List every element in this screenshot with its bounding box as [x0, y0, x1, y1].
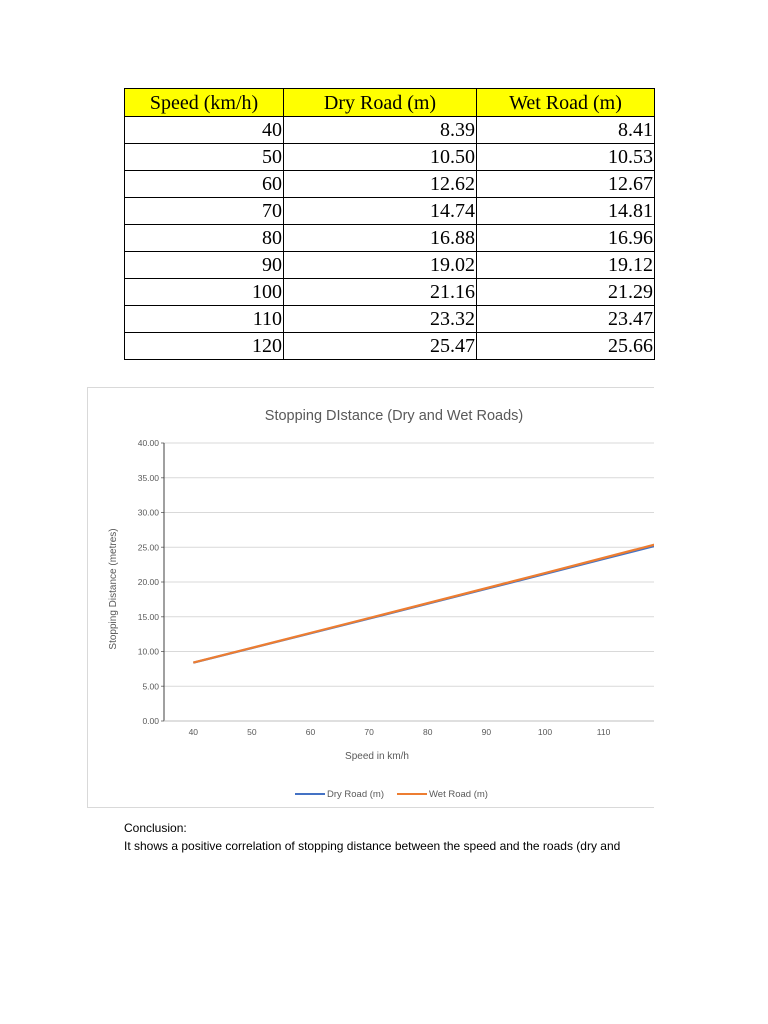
cell-wet: 14.81 — [477, 198, 655, 225]
cell-wet: 25.66 — [477, 333, 655, 360]
cell-wet: 19.12 — [477, 252, 655, 279]
table-row — [125, 279, 655, 306]
x-tick-label: 110 — [596, 727, 611, 737]
cell-speed: 60 — [125, 171, 284, 198]
y-axis-label: Stopping Distance (metres) — [108, 528, 119, 650]
cell-dry: 12.62 — [284, 171, 477, 198]
x-tick-label: 40 — [188, 727, 199, 737]
table-row — [125, 333, 655, 360]
cell-speed: 40 — [125, 117, 284, 144]
x-tick-label: 90 — [481, 727, 492, 737]
cell-speed: 90 — [125, 252, 284, 279]
legend-entry-dry-road: Dry Road (m) — [327, 789, 385, 800]
cell-dry: 19.02 — [284, 252, 477, 279]
cell-speed: 80 — [125, 225, 284, 252]
table-row — [125, 252, 655, 279]
stopping-distance-table — [124, 88, 655, 360]
legend-entry-wet-road: Wet Road (m) — [429, 789, 488, 800]
chart-border — [88, 388, 655, 808]
table-row — [125, 171, 655, 198]
x-tick-label: 50 — [247, 727, 257, 737]
cell-wet: 21.29 — [477, 279, 655, 306]
y-tick-label: 10.00 — [137, 646, 159, 657]
cell-dry: 10.50 — [284, 144, 477, 171]
cell-dry: 16.88 — [284, 225, 477, 252]
chart-area — [87, 387, 654, 808]
y-tick-label: 35.00 — [137, 472, 159, 483]
table-row — [125, 306, 655, 333]
table-row — [125, 144, 655, 171]
cell-wet: 16.96 — [477, 225, 655, 252]
y-tick-label: 20.00 — [137, 577, 159, 587]
conclusion-text: It shows a positive correlation of stopping distance between the speed and the roads (dry and — [124, 839, 621, 853]
cell-speed: 120 — [125, 333, 284, 360]
cell-wet: 23.47 — [477, 306, 655, 333]
y-tick-label: 15.00 — [137, 611, 159, 622]
chart-title: Stopping DIstance (Dry and Wet Roads) — [264, 408, 524, 424]
cell-dry: 21.16 — [284, 279, 477, 306]
y-tick-label: 40.00 — [137, 438, 159, 448]
line-chart — [87, 387, 654, 808]
x-tick-label: 80 — [423, 727, 433, 737]
cell-dry: 23.32 — [284, 306, 477, 333]
conclusion-label: Conclusion: — [124, 821, 187, 835]
x-tick-label: 70 — [364, 727, 374, 737]
header-dry-road: Dry Road (m) — [284, 89, 477, 117]
table-header-row — [125, 89, 655, 117]
cell-dry: 8.39 — [284, 117, 477, 144]
x-tick-label: 100 — [537, 727, 553, 737]
cell-speed: 50 — [125, 144, 284, 171]
cell-wet: 8.41 — [477, 117, 655, 144]
y-tick-label: 0.00 — [142, 716, 159, 726]
cell-dry: 25.47 — [284, 333, 477, 360]
y-tick-label: 5.00 — [142, 681, 159, 692]
x-axis-label: Speed in km/h — [345, 751, 409, 762]
cell-wet: 10.53 — [477, 144, 655, 171]
y-tick-label: 25.00 — [137, 542, 159, 553]
cell-speed: 100 — [125, 279, 284, 306]
header-speed: Speed (km/h) — [125, 89, 284, 117]
cell-speed: 110 — [125, 306, 284, 333]
table-row — [125, 225, 655, 252]
y-tick-label: 30.00 — [137, 507, 159, 518]
table-row — [125, 198, 655, 225]
cell-speed: 70 — [125, 198, 284, 225]
table-row — [125, 117, 655, 144]
cell-wet: 12.67 — [477, 171, 655, 198]
header-wet-road: Wet Road (m) — [477, 89, 655, 117]
x-tick-label: 60 — [305, 727, 316, 737]
cell-dry: 14.74 — [284, 198, 477, 225]
